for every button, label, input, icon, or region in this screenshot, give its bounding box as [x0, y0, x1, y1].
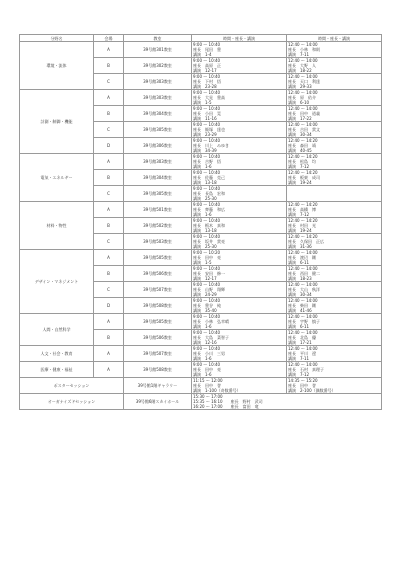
- afternoon-slot: [287, 298, 382, 314]
- table-row: [20, 42, 382, 58]
- afternoon-slot: [287, 282, 382, 298]
- slot-time: 12:40 ～ 14:00: [288, 74, 318, 79]
- slot-time: 12:40 ～ 14:00: [288, 250, 318, 255]
- afternoon-slot: [287, 218, 382, 234]
- slot-chair: 座長 山野 翔輝: [193, 287, 225, 292]
- session-schedule-table: [19, 34, 382, 410]
- slot-chair: 座長 大野 人: [288, 63, 316, 68]
- slot-time: 9:00 ～ 10:40: [193, 90, 221, 95]
- slot-time: 9:00 ～ 10:40: [193, 170, 221, 175]
- slot-talks: 講演 18-23: [288, 276, 312, 281]
- slot-chair: 座長 大見 豊高: [193, 95, 225, 100]
- room-name: 39号館507教室: [124, 346, 192, 362]
- slot-chair: 座長 齊藤 和広: [193, 207, 225, 212]
- slot-chair: 座長 西田 健二: [288, 271, 320, 276]
- slot-chair: 座長 安田 修一: [193, 271, 225, 276]
- area-name: 計測・制御・機能: [20, 90, 94, 154]
- slot-talks: 講演 23-28: [193, 84, 217, 89]
- slot-time: 12:40 ～ 14:00: [288, 122, 318, 127]
- slot-chair: 座長 高橋 博: [288, 207, 316, 212]
- slot-chair: 座長 田中 亮: [193, 255, 221, 260]
- slot-chair: 座長 長島 宏和: [193, 191, 225, 196]
- venue-letter: B: [94, 218, 124, 234]
- morning-slot: [192, 282, 287, 298]
- room-name: 39号館305教室: [124, 186, 192, 202]
- afternoon-slot: [287, 202, 382, 218]
- slot-time: 12:40 ～ 14:00: [288, 346, 318, 351]
- poster-session-row: [20, 378, 382, 394]
- slot-time: 12:40 ～ 14:00: [288, 42, 318, 47]
- slot-time: 9:00 ～ 10:40: [193, 234, 221, 239]
- venue-letter: A: [94, 154, 124, 170]
- poster-session-pm: [287, 378, 382, 394]
- area-name: 電気・エネルギー: [20, 154, 94, 202]
- slot-chair: 座長 田中 亮: [193, 367, 221, 372]
- slot-time: 9:00 ～ 10:40: [193, 74, 221, 79]
- afternoon-slot: [287, 90, 382, 106]
- afternoon-slot: [287, 138, 382, 154]
- slot-talks: 講演 1-5: [193, 260, 212, 265]
- organized-session-slots: [192, 394, 382, 410]
- slot-chair: 座長 川上 みゆき: [193, 143, 229, 148]
- slot-time: 12:40 ～ 14:00: [288, 314, 318, 319]
- area-name: 人文・社会・教育: [20, 346, 94, 362]
- slot-chair: 座長 吉田 貴文: [288, 127, 320, 132]
- slot-time: 12:40 ～ 14:00: [288, 90, 318, 95]
- slot-chair: 座長 森田 靖: [288, 143, 316, 148]
- afternoon-slot: [287, 362, 382, 378]
- slot-time: 9:00 ～ 10:40: [193, 202, 221, 207]
- slot-talks: 講演 13-18: [193, 228, 217, 233]
- slot-talks: 講演 7-12: [288, 164, 310, 169]
- slot-time: 9:00 ～ 10:40: [193, 42, 221, 47]
- slot-talks: 講演 1-6: [193, 324, 212, 329]
- organized-time: 15:30 ～ 17:00: [193, 394, 223, 399]
- afternoon-slot: [287, 42, 382, 58]
- table-row: [20, 250, 382, 266]
- morning-slot: [192, 186, 287, 202]
- slot-chair: 座長 原 佑介: [288, 95, 316, 100]
- venue-letter: A: [94, 90, 124, 106]
- slot-talks: 講演 11-16: [193, 116, 217, 121]
- slot-talks: 講演 17-21: [288, 340, 312, 345]
- venue-letter: C: [94, 234, 124, 250]
- table-body: [20, 42, 382, 378]
- poster-am-talks: 講演 1-100（奇数番号）: [193, 388, 241, 393]
- slot-chair: 座長 佐藤 克己: [193, 175, 225, 180]
- poster-pm-talks: 講演 2-100（偶数番号）: [288, 388, 336, 393]
- slot-talks: 講演 25-30: [193, 244, 217, 249]
- slot-talks: 講演 29-33: [288, 84, 312, 89]
- slot-time: 9:00 ～ 10:40: [193, 186, 221, 191]
- slot-time: 12:40 ～ 14:00: [288, 58, 318, 63]
- slot-time: 9:00 ～ 10:40: [193, 218, 221, 223]
- room-name: 39号館505教室: [124, 250, 192, 266]
- poster-session-room: 39号館1階ギャラリー: [124, 378, 192, 394]
- area-name: 人間・自然科学: [20, 314, 94, 346]
- slot-time: 9:00 ～ 10:40: [193, 346, 221, 351]
- slot-chair: 座長 宇野 慎子: [288, 319, 320, 324]
- slot-talks: 講演 12-17: [193, 276, 217, 281]
- morning-slot: [192, 106, 287, 122]
- slot-chair: 座長 村田 光: [288, 223, 316, 228]
- area-name: デザイン・マネジメント: [20, 250, 94, 314]
- morning-slot: [192, 250, 287, 266]
- slot-chair: 座長 高原 正: [193, 63, 221, 68]
- table-row: [20, 346, 382, 362]
- room-name: 39号館304教室: [124, 106, 192, 122]
- slot-chair: 座長 吉野 悟: [193, 159, 221, 164]
- slot-talks: 講演 1-6: [193, 356, 212, 361]
- venue-letter: A: [94, 314, 124, 330]
- slot-talks: 講演 17-22: [288, 116, 312, 121]
- poster-session-am: [192, 378, 287, 394]
- room-name: 39号館508教室: [124, 362, 192, 378]
- poster-pm-chair: 座長 田中 誉: [288, 383, 316, 388]
- slot-time: 12:40 ～ 14:00: [288, 330, 318, 335]
- room-name: 39号館505教室: [124, 314, 192, 330]
- slot-talks: 講演 6-11: [288, 260, 310, 265]
- morning-slot: [192, 346, 287, 362]
- slot-chair: 座長 板東 成司: [288, 175, 320, 180]
- slot-time: 12:40 ～ 14:20: [288, 154, 318, 159]
- room-name: 39号館302教室: [124, 58, 192, 74]
- area-name: 材料・物性: [20, 202, 94, 250]
- slot-chair: 座長 天口 利達: [288, 79, 320, 84]
- slot-talks: 講演 31-36: [288, 244, 312, 249]
- venue-letter: B: [94, 58, 124, 74]
- morning-slot: [192, 74, 287, 90]
- slot-chair: 座長 下村 悟: [193, 79, 221, 84]
- slot-time: 12:40 ～ 14:20: [288, 202, 318, 207]
- table-row: [20, 90, 382, 106]
- slot-chair: 座長 石村 真理子: [288, 367, 324, 372]
- slot-talks: [288, 196, 380, 201]
- room-name: 39号館503教室: [124, 234, 192, 250]
- slot-time: 12:40 ～ 14:00: [288, 362, 318, 367]
- room-name: 39号館303教室: [124, 90, 192, 106]
- morning-slot: [192, 170, 287, 186]
- slot-talks: 講演 1-4: [193, 52, 212, 57]
- venue-letter: A: [94, 362, 124, 378]
- venue-letter: C: [94, 282, 124, 298]
- venue-letter: B: [94, 106, 124, 122]
- slot-time: 12:40 ～ 14:00: [288, 298, 318, 303]
- slot-chair: 座長 北島 優: [288, 335, 316, 340]
- slot-chair: 座長 大山 秋洋: [288, 287, 320, 292]
- slot-talks: 講演 18-22: [288, 68, 312, 73]
- afternoon-slot: [287, 186, 382, 202]
- room-name: 39号館301教室: [124, 42, 192, 58]
- slot-time: 12:40 ～ 14:20: [288, 170, 318, 175]
- slot-talks: 講演 7-12: [288, 212, 310, 217]
- slot-time: 9:00 ～ 10:40: [193, 298, 221, 303]
- afternoon-slot: [287, 170, 382, 186]
- header-area: 分野名: [20, 35, 94, 42]
- venue-letter: A: [94, 250, 124, 266]
- slot-chair: 座長 大島 菜智子: [193, 335, 229, 340]
- slot-talks: 講演 41-46: [288, 308, 312, 313]
- organized-session-label: オーガナイズドセッション: [20, 394, 124, 410]
- slot-talks: 講演 1-5: [193, 100, 212, 105]
- poster-am-chair: 座長 田中 誉: [193, 383, 221, 388]
- venue-letter: D: [94, 138, 124, 154]
- slot-talks: 講演 34-39: [193, 148, 217, 153]
- venue-letter: B: [94, 170, 124, 186]
- header-morning: 時間・座長・講演: [192, 35, 287, 42]
- venue-letter: C: [94, 122, 124, 138]
- slot-chair: 座長 松島 均: [288, 159, 316, 164]
- slot-time: 12:40 ～ 14:00: [288, 282, 318, 287]
- venue-letter: A: [94, 42, 124, 58]
- morning-slot: [192, 298, 287, 314]
- table-header-row: [20, 35, 382, 42]
- slot-chair: 座長 尾田 豊: [193, 47, 221, 52]
- morning-slot: [192, 202, 287, 218]
- afternoon-slot: [287, 154, 382, 170]
- slot-talks: 講演 19-24: [288, 228, 312, 233]
- slot-time: 12:40 ～ 14:20: [288, 138, 318, 143]
- room-name: 39号館507教室: [124, 282, 192, 298]
- organized-session-room: 39号館6階スカイホール: [124, 394, 192, 410]
- afternoon-slot: [287, 266, 382, 282]
- slot-time: 9:00 ～ 10:40: [193, 330, 221, 335]
- slot-chair: 座長 小田 晃: [193, 111, 221, 116]
- slot-talks: 講演 7-11: [288, 356, 310, 361]
- morning-slot: [192, 362, 287, 378]
- slot-chair: 座長 柴田 剛: [288, 303, 316, 308]
- room-name: 39号館506教室: [124, 330, 192, 346]
- header-afternoon: 時間・座長・講演: [287, 35, 382, 42]
- slot-chair: 座長 飯塚 達也: [193, 127, 225, 132]
- slot-talks: 講演 7-11: [288, 52, 310, 57]
- slot-time: 9:00 ～ 10:40: [193, 154, 221, 159]
- area-name: 環境・流体: [20, 42, 94, 90]
- room-name: 39号館506教室: [124, 266, 192, 282]
- slot-talks: 講演 35-40: [193, 308, 217, 313]
- organized-slot-1: 15:35 ～ 16:10 座長 野村 武司: [193, 399, 263, 404]
- slot-chair: 座長 小川 三男: [193, 351, 225, 356]
- organized-slot-2: 16:20 ～ 17:00 座長 富田 竜: [193, 404, 259, 409]
- room-name: 39号館303教室: [124, 154, 192, 170]
- slot-chair: 座長 小林 和則: [288, 47, 320, 52]
- slot-time: 12:40 ～ 14:20: [288, 234, 318, 239]
- header-venue: 会場: [94, 35, 124, 42]
- slot-chair: 座長 栃木 真和: [193, 223, 225, 228]
- table-row: [20, 362, 382, 378]
- slot-time: 9:00 ～ 10:40: [193, 58, 221, 63]
- room-name: 39号館501教室: [124, 202, 192, 218]
- slot-talks: 講演 30-34: [288, 132, 312, 137]
- afternoon-slot: [287, 314, 382, 330]
- slot-time: 9:00 ～ 10:40: [193, 106, 221, 111]
- slot-talks: 講演 1-6: [193, 372, 212, 377]
- venue-letter: B: [94, 266, 124, 282]
- slot-chair: 座長 田中 道義: [288, 111, 320, 116]
- morning-slot: [192, 234, 287, 250]
- morning-slot: [192, 154, 287, 170]
- slot-talks: 講演 19-24: [288, 180, 312, 185]
- morning-slot: [192, 314, 287, 330]
- afternoon-slot: [287, 234, 382, 250]
- slot-talks: 講演 30-34: [288, 292, 312, 297]
- slot-chair: 座長 久保田 正広: [288, 239, 324, 244]
- poster-am-time: 11:15 ～ 12:00: [193, 378, 223, 383]
- header-room: 教室: [124, 35, 192, 42]
- morning-slot: [192, 122, 287, 138]
- afternoon-slot: [287, 106, 382, 122]
- slot-time: 9:00 ～ 10:40: [193, 362, 221, 367]
- table-row: [20, 154, 382, 170]
- venue-letter: A: [94, 202, 124, 218]
- afternoon-slot: [287, 330, 382, 346]
- venue-letter: D: [94, 298, 124, 314]
- slot-talks: 講演 1-6: [193, 164, 212, 169]
- slot-time: 9:00 ～ 10:40: [193, 122, 221, 127]
- slot-time: 9:00 ～ 10:40: [193, 314, 221, 319]
- afternoon-slot: [287, 58, 382, 74]
- slot-talks: 講演 7-12: [288, 372, 310, 377]
- afternoon-slot: [287, 122, 382, 138]
- slot-talks: 講演 6-11: [288, 324, 310, 329]
- slot-chair: 座長 豊谷 純: [193, 303, 221, 308]
- afternoon-slot: [287, 74, 382, 90]
- morning-slot: [192, 90, 287, 106]
- slot-talks: 講演 25-30: [193, 196, 217, 201]
- slot-time: 9:00 ～ 10:40: [193, 282, 221, 287]
- slot-chair: 座長 小林 弘幸晴: [193, 319, 229, 324]
- morning-slot: [192, 42, 287, 58]
- poster-session-label: ポスターセッション: [20, 378, 124, 394]
- morning-slot: [192, 218, 287, 234]
- room-name: 39号館304教室: [124, 170, 192, 186]
- morning-slot: [192, 58, 287, 74]
- slot-time: 9:00 ～ 10:40: [193, 266, 221, 271]
- slot-talks: 講演 6-10: [288, 100, 310, 105]
- morning-slot: [192, 266, 287, 282]
- slot-chair: 座長 坂井 貴亮: [193, 239, 225, 244]
- room-name: 39号館508教室: [124, 298, 192, 314]
- afternoon-slot: [287, 346, 382, 362]
- slot-time: 12:40 ～ 14:00: [288, 106, 318, 111]
- room-name: 39号館305教室: [124, 122, 192, 138]
- slot-time: 12:40 ～ 14:20: [288, 218, 318, 223]
- room-name: 39号館502教室: [124, 218, 192, 234]
- afternoon-slot: [287, 250, 382, 266]
- venue-letter: B: [94, 330, 124, 346]
- table-row: [20, 314, 382, 330]
- poster-pm-time: 14:35 ～ 15:20: [288, 378, 318, 383]
- slot-talks: 講演 24-29: [193, 292, 217, 297]
- slot-talks: 講演 12-17: [193, 68, 217, 73]
- room-name: 39号館303教室: [124, 74, 192, 90]
- slot-chair: 座長 平川 遼: [288, 351, 316, 356]
- morning-slot: [192, 330, 287, 346]
- slot-time: 9:00 ～ 10:20: [193, 250, 221, 255]
- slot-talks: 講演 23-29: [193, 132, 217, 137]
- slot-time: 9:00 ～ 10:40: [193, 138, 221, 143]
- slot-time: 12:40 ～ 14:00: [288, 266, 318, 271]
- slot-talks: 講演 12-16: [193, 340, 217, 345]
- slot-chair: 座長 渡辺 剛: [288, 255, 316, 260]
- area-name: 医療・健康・福祉: [20, 362, 94, 378]
- organized-session-row: [20, 394, 382, 410]
- morning-slot: [192, 138, 287, 154]
- room-name: 39号館306教室: [124, 138, 192, 154]
- table-row: [20, 202, 382, 218]
- venue-letter: C: [94, 74, 124, 90]
- venue-letter: C: [94, 186, 124, 202]
- slot-talks: 講演 1-6: [193, 212, 212, 217]
- slot-talks: 講演 40-45: [288, 148, 312, 153]
- venue-letter: A: [94, 346, 124, 362]
- slot-talks: 講演 13-18: [193, 180, 217, 185]
